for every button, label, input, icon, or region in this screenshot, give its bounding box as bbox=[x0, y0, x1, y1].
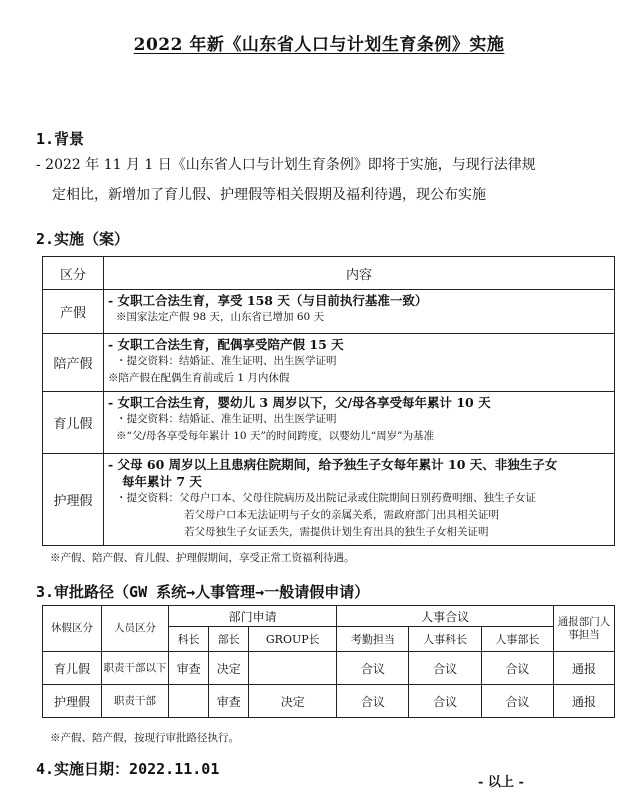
main-rule: - 女职工合法生育，配偶享受陪产假 15 天 bbox=[108, 337, 344, 352]
route-cell: 合议 bbox=[481, 685, 553, 718]
notify-cell: 通报 bbox=[554, 652, 615, 685]
staff-column-header: 人员区分 bbox=[102, 606, 169, 652]
main-rule: - 父母 60 周岁以上且患病住院期间，给予独生子女每年累计 10 天、非独生子女 bbox=[108, 457, 558, 472]
sub-note: ※陪产假在配偶生育前或后 1 月内休假 bbox=[108, 372, 290, 384]
notify-cell: 通报 bbox=[554, 685, 615, 718]
content-column-header: 内容 bbox=[104, 257, 615, 290]
route-cell: 合议 bbox=[337, 685, 409, 718]
hr-section-chief-header: 人事科长 bbox=[409, 627, 481, 652]
sub-note: ※“父/母各享受每年累计 10 天”的时间跨度，以婴幼儿“周岁”为基准 bbox=[116, 430, 435, 442]
staff-cell: 职责干部 bbox=[102, 685, 169, 718]
route-cell: 审查 bbox=[209, 685, 249, 718]
main-rule: - 女职工合法生育，享受 158 天（与目前执行基准一致） bbox=[108, 293, 428, 308]
section-chief-header: 科长 bbox=[169, 627, 209, 652]
route-cell: 审查 bbox=[169, 652, 209, 685]
staff-cell: 职责干部以下 bbox=[102, 652, 169, 685]
closing-mark: - 以上 - bbox=[478, 775, 524, 790]
background-line-2: 定相比，新增加了育儿假、护理假等相关假期及福利待遇，现公布实施 bbox=[52, 187, 486, 203]
leave-content bbox=[104, 454, 615, 546]
background-paragraph bbox=[36, 150, 616, 210]
route-cell: 合议 bbox=[481, 652, 553, 685]
implementation-note: ※产假、陪产假、育儿假、护理假期间，享受正常工资福利待遇。 bbox=[50, 552, 355, 564]
implementation-date: 4.实施日期：2022.11.01 bbox=[36, 760, 220, 778]
leave-type-cell: 护理假 bbox=[43, 685, 102, 718]
approval-route-table bbox=[42, 605, 615, 718]
dept-application-group-header: 部门申请 bbox=[169, 606, 337, 627]
group-head-header: GROUP长 bbox=[249, 627, 337, 652]
category-column-header: 区分 bbox=[43, 257, 104, 290]
table-row bbox=[43, 290, 615, 334]
leave-type-column-header: 休假区分 bbox=[43, 606, 102, 652]
route-cell: 合议 bbox=[337, 652, 409, 685]
sub-note: ※国家法定产假 98 天，山东省已增加 60 天 bbox=[116, 311, 325, 323]
leave-content bbox=[104, 334, 615, 392]
table-row bbox=[43, 454, 615, 546]
sub-note: 若父母独生子女证丢失，需提供计划生育出具的独生子女相关证明 bbox=[184, 526, 489, 538]
approval-heading: 3.审批路径（GW 系统→人事管理→一般请假申请） bbox=[36, 583, 370, 601]
table-row bbox=[43, 685, 615, 718]
route-cell bbox=[249, 652, 337, 685]
route-cell: 决定 bbox=[209, 652, 249, 685]
main-rule-continued: 每年累计 7 天 bbox=[122, 474, 202, 489]
sub-note: ・提交资料：结婚证、准生证明、出生医学证明 bbox=[116, 355, 337, 367]
implementation-table bbox=[42, 256, 615, 546]
main-rule: - 女职工合法生育，婴幼儿 3 周岁以下，父/母各享受每年累计 10 天 bbox=[108, 395, 491, 410]
background-heading: 1.背景 bbox=[36, 130, 85, 148]
hr-department-head-header: 人事部长 bbox=[481, 627, 553, 652]
background-line-1: - 2022 年 11 月 1 日《山东省人口与计划生育条例》即将于实施，与现行法律规 bbox=[36, 157, 536, 173]
sub-note: ・提交资料：父母户口本、父母住院病历及出院记录或住院期间日别药费明细、独生子女证 bbox=[116, 492, 536, 504]
route-cell: 合议 bbox=[409, 685, 481, 718]
leave-category: 育儿假 bbox=[43, 392, 104, 454]
leave-category: 护理假 bbox=[43, 454, 104, 546]
document-title: 2022 年新《山东省人口与计划生育条例》实施 bbox=[133, 35, 505, 55]
route-cell: 合议 bbox=[409, 652, 481, 685]
attendance-officer-header: 考勤担当 bbox=[337, 627, 409, 652]
table-row bbox=[43, 652, 615, 685]
department-head-header: 部长 bbox=[209, 627, 249, 652]
approval-note: ※产假、陪产假，按现行审批路径执行。 bbox=[50, 732, 239, 744]
implementation-heading: 2.实施（案） bbox=[36, 230, 130, 248]
notify-column-header: 通报部门人事担当 bbox=[554, 606, 615, 652]
sub-note: 若父母户口本无法证明与子女的亲属关系，需政府部门出具相关证明 bbox=[184, 509, 499, 521]
leave-type-cell: 育儿假 bbox=[43, 652, 102, 685]
hr-consultation-group-header: 人事合议 bbox=[337, 606, 554, 627]
route-cell bbox=[169, 685, 209, 718]
leave-content bbox=[104, 290, 615, 334]
leave-content bbox=[104, 392, 615, 454]
table-row bbox=[43, 392, 615, 454]
route-cell: 决定 bbox=[249, 685, 337, 718]
approval-header-row bbox=[43, 606, 615, 627]
sub-note: ・提交资料：结婚证、准生证明、出生医学证明 bbox=[116, 413, 337, 425]
table-row bbox=[43, 334, 615, 392]
implementation-header-row bbox=[43, 257, 615, 290]
leave-category: 陪产假 bbox=[43, 334, 104, 392]
leave-category: 产假 bbox=[43, 290, 104, 334]
